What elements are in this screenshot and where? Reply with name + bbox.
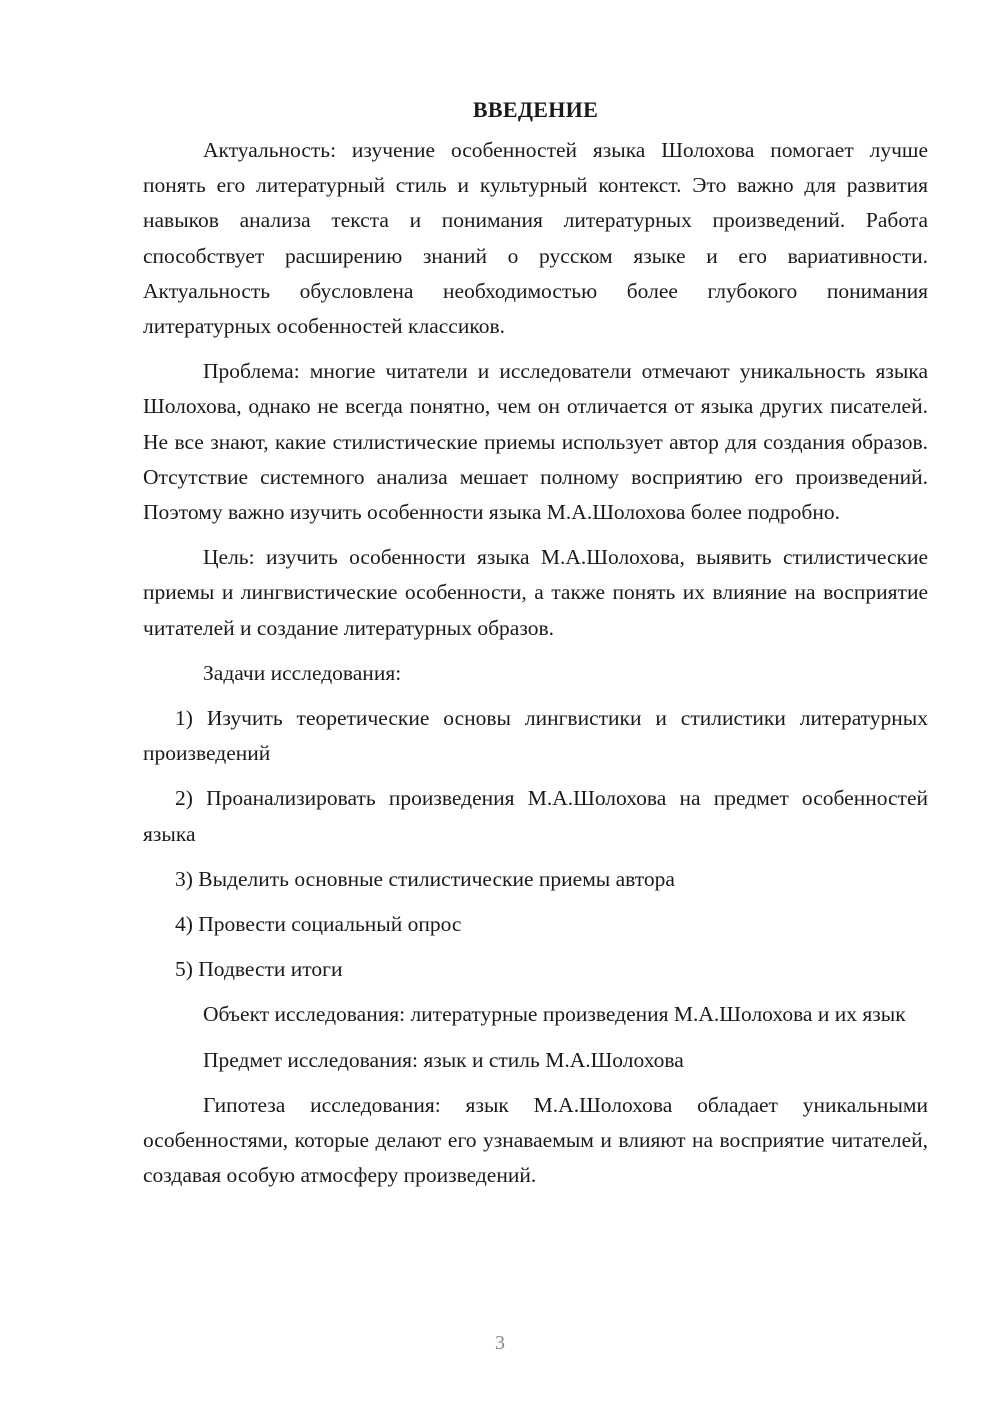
relevance-paragraph: Актуальность: изучение особенностей языка Шолохова помогает лучше понять его литературный стиль и культурный контекст. Это важно для развития навыков анализа текста и понимания литературных произведений. Работа способствует расширению знаний о русском языке и его вариативности. Актуальность обусловлена необходимостью более глубокого понимания литературных особенностей классиков. [143,138,928,339]
hypothesis-paragraph: Гипотеза исследования: язык М.А.Шолохова обладает уникальными особенностями, которые делают его узнаваемым и влияют на восприятие читателей, создавая особую атмосферу произведений. [143,1092,928,1188]
tasks-heading: Задачи исследования: [203,660,402,685]
page-title: ВВЕДЕНИЕ [472,97,599,122]
goal-paragraph: Цель: изучить особенности языка М.А.Шолохова, выявить стилистические приемы и лингвистические особенности, а также понять их влияние на восприятие читателей и создание литературных образов. [143,545,928,640]
task-item-5: 5) Подвести итоги [175,957,343,982]
task-item-1: 1) Изучить теоретические основы лингвистики и стилистики литературных произведений [143,706,928,766]
subject-paragraph: Предмет исследования: язык и стиль М.А.Шолохова [203,1047,684,1072]
page-number: 3 [495,1332,505,1354]
task-item-2: 2) Проанализировать произведения М.А.Шолохова на предмет особенностей языка [143,786,928,846]
object-paragraph: Объект исследования: литературные произведения М.А.Шолохова и их язык [203,1002,906,1027]
problem-paragraph: Проблема: многие читатели и исследователи отмечают уникальность языка Шолохова, однако не всегда понятно, чем он отличается от языка других писателей. Не все знают, какие стилистические приемы использует автор для создания образов. Отсутствие системного анализа мешает полному восприятию его произведений. Поэтому важно изучить особенности языка М.А.Шолохова более подробно. [143,359,928,525]
document-page [143,92,928,1203]
task-item-4: 4) Провести социальный опрос [175,912,462,937]
task-item-3: 3) Выделить основные стилистические приемы автора [175,866,675,891]
